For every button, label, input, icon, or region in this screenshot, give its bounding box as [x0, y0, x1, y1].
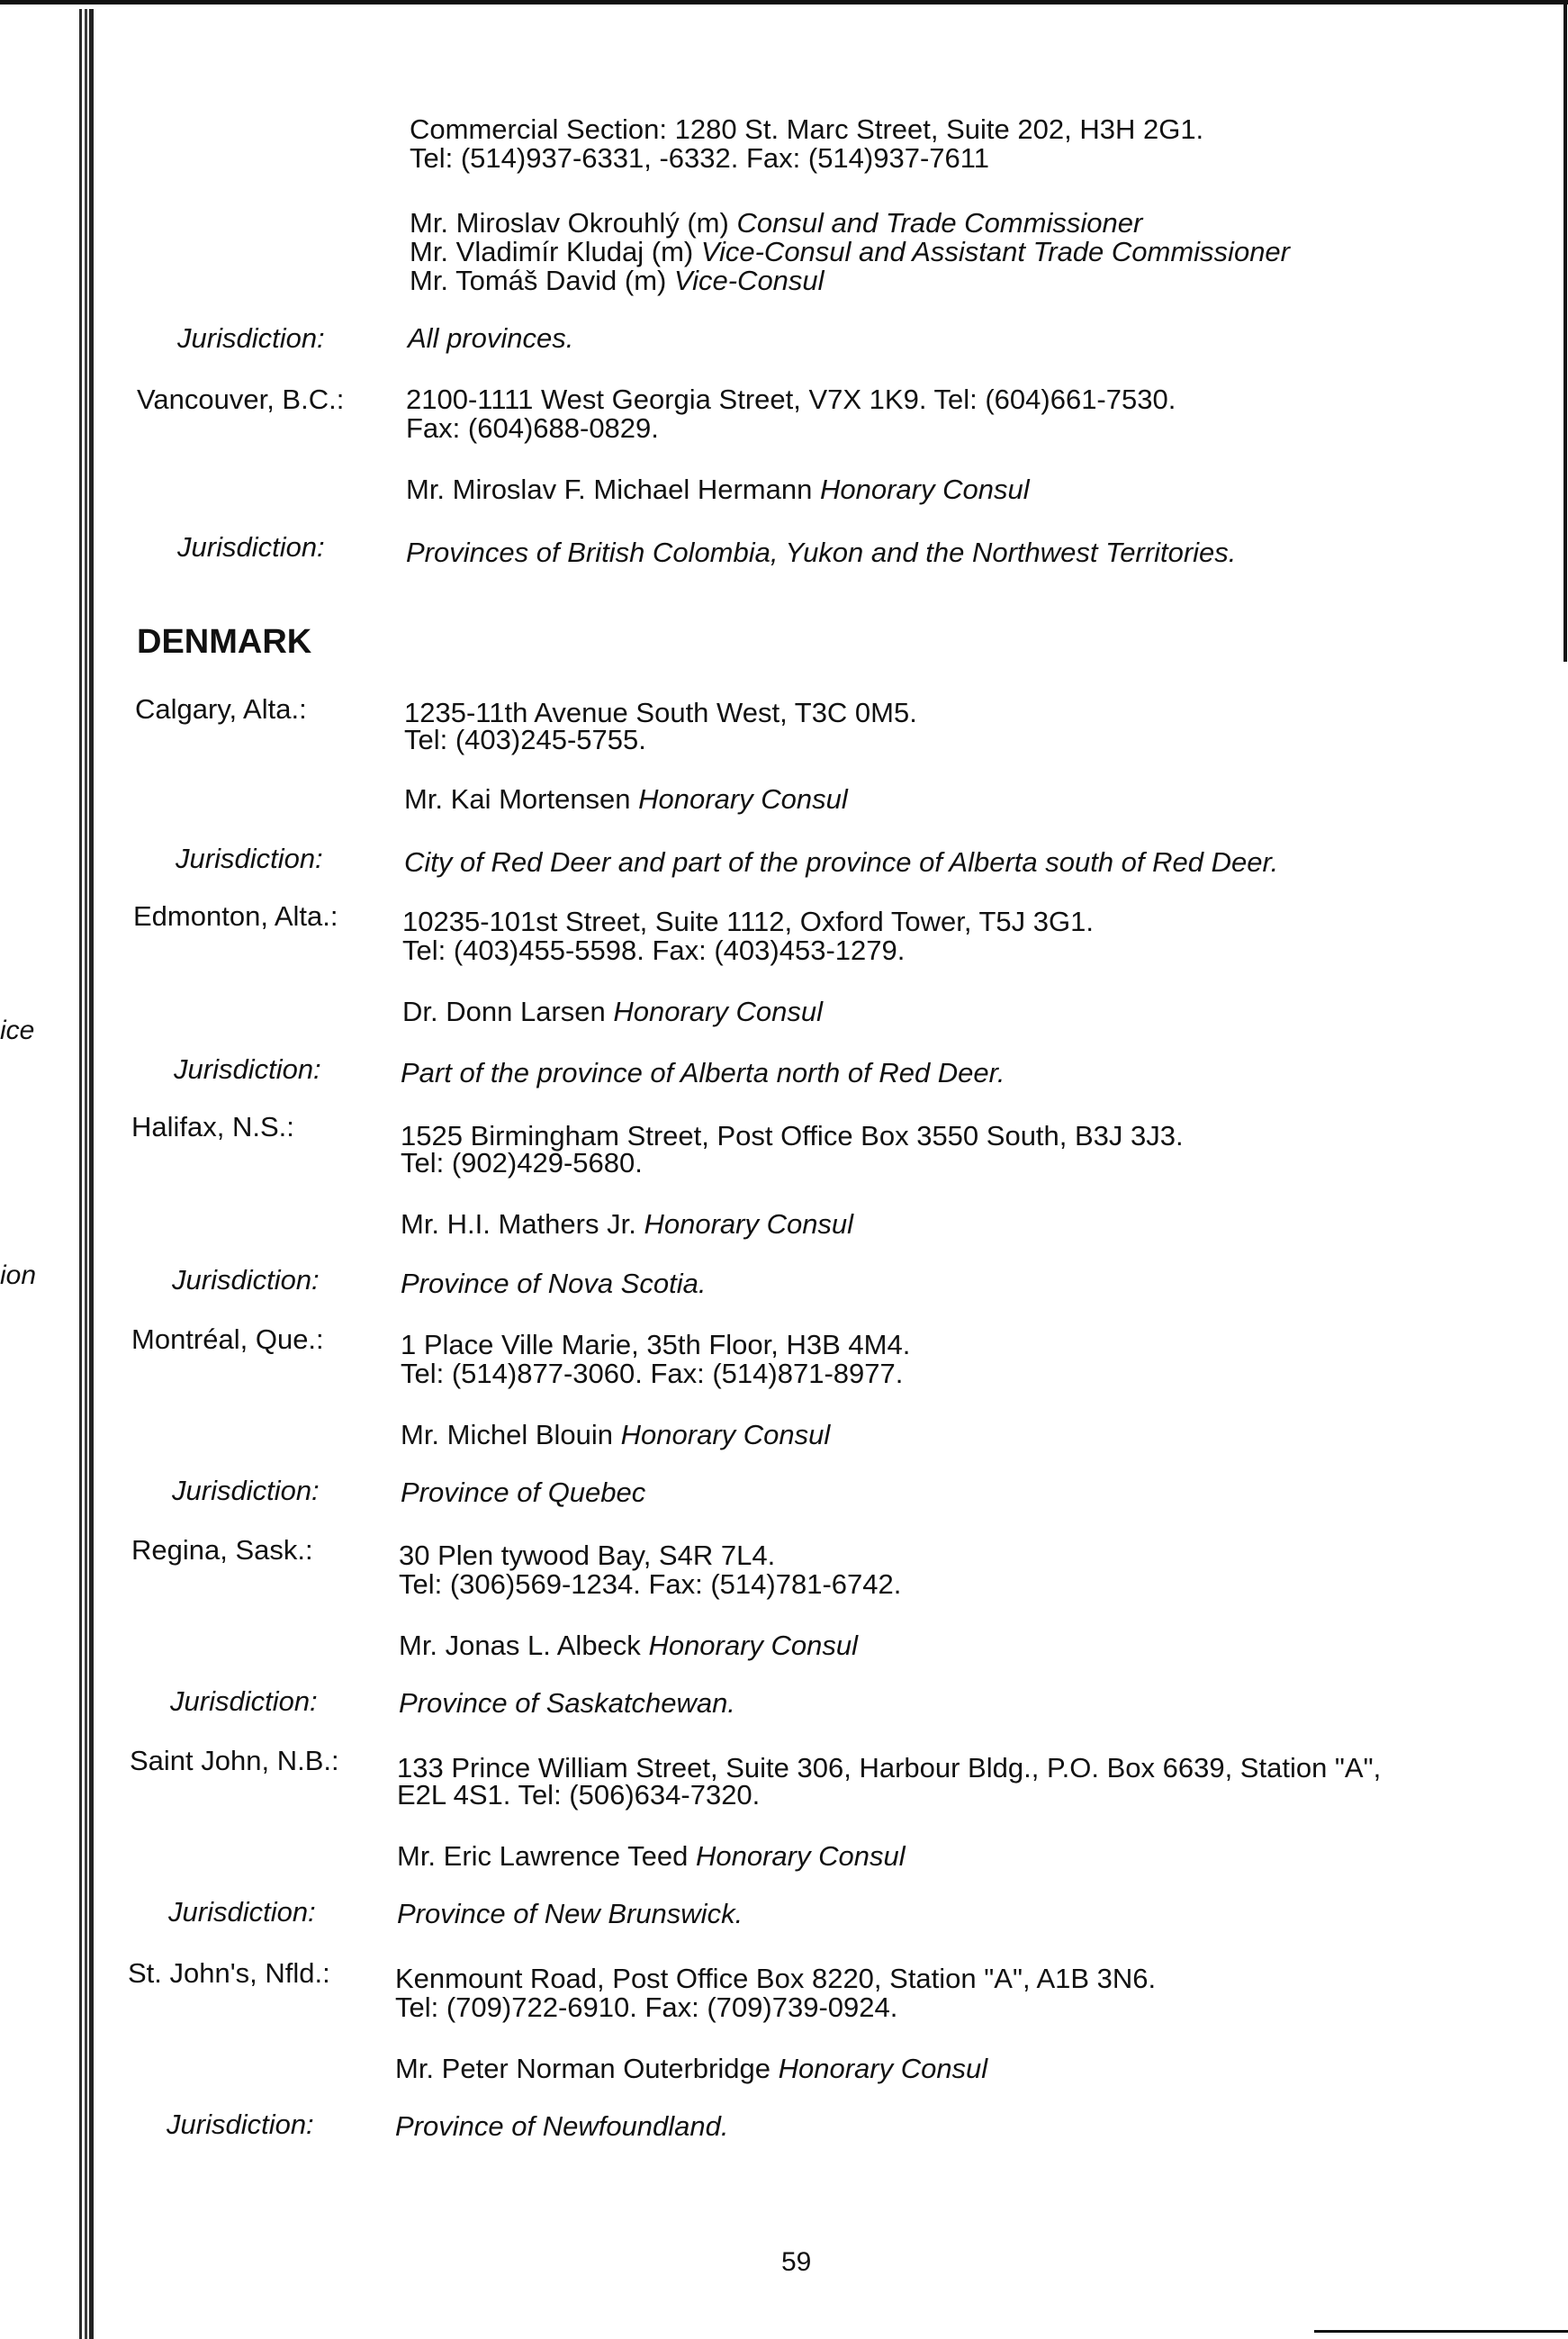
address-line: 133 Prince William Street, Suite 306, Harbour Bldg., P.O. Box 6639, Station "A", [397, 1752, 1382, 1784]
official-line [410, 266, 825, 295]
official-name: Mr. H.I. Mathers Jr. [401, 1208, 636, 1240]
official-title: Vice-Consul and Assistant Trade Commissioner [700, 236, 1290, 267]
official-name: Mr. Jonas L. Albeck [399, 1630, 641, 1661]
jurisdiction-text: Province of Saskatchewan. [399, 1687, 735, 1719]
official-line [410, 238, 1290, 266]
official-name: Mr. Eric Lawrence Teed [397, 1840, 689, 1872]
city-label: Calgary, Alta.: [135, 693, 307, 725]
jurisdiction-label: Jurisdiction: [176, 843, 323, 874]
official-title: Honorary Consul [695, 1840, 906, 1872]
page-number: 59 [781, 2247, 812, 2277]
top-border [0, 0, 1568, 5]
official-name: Mr. Miroslav F. Michael Hermann [406, 474, 813, 505]
address-line: 2100-1111 West Georgia Street, V7X 1K9. Tel: (604)661-7530. [406, 384, 1176, 415]
jurisdiction-label: Jurisdiction: [177, 322, 325, 354]
margin-fragment: ice [0, 1016, 35, 1045]
address-line: Tel: (514)877-3060. Fax: (514)871-8977. [401, 1358, 904, 1389]
address-line: Tel: (306)569-1234. Fax: (514)781-6742. [399, 1568, 902, 1600]
address-line: 1525 Birmingham Street, Post Office Box 3550 South, B3J 3J3. [401, 1120, 1184, 1151]
official-line [406, 475, 1030, 504]
section-heading: DENMARK [137, 623, 312, 661]
jurisdiction-label: Jurisdiction: [174, 1053, 321, 1085]
official-title: Honorary Consul [613, 996, 823, 1027]
official-name: Mr. Kai Mortensen [404, 783, 631, 815]
address-line: 30 Plen tywood Bay, S4R 7L4. [399, 1540, 776, 1571]
official-name: Mr. Tomáš David (m) [410, 265, 667, 296]
official-name: Dr. Donn Larsen [402, 996, 606, 1027]
official-line [397, 1842, 906, 1871]
jurisdiction-label: Jurisdiction: [168, 1896, 316, 1928]
binding-spine [79, 9, 94, 2339]
jurisdiction-text: Province of New Brunswick. [397, 1898, 743, 1929]
right-border [1563, 5, 1567, 662]
jurisdiction-label: Jurisdiction: [170, 1685, 318, 1717]
address-line: Tel: (902)429-5680. [401, 1147, 643, 1179]
city-label: Montréal, Que.: [131, 1323, 324, 1355]
jurisdiction-label: Jurisdiction: [177, 531, 325, 563]
address-line: E2L 4S1. Tel: (506)634-7320. [397, 1779, 761, 1811]
city-label: Halifax, N.S.: [131, 1111, 294, 1142]
official-title: Consul and Trade Commissioner [736, 207, 1143, 239]
address-line: 10235-101st Street, Suite 1112, Oxford Tower, T5J 3G1. [402, 906, 1094, 937]
jurisdiction-label: Jurisdiction: [172, 1475, 320, 1506]
jurisdiction-text: Provinces of British Colombia, Yukon and the Northwest Territories. [406, 537, 1237, 568]
official-line [401, 1210, 853, 1239]
address-line: Kenmount Road, Post Office Box 8220, Station "A", A1B 3N6. [395, 1963, 1157, 1994]
official-line [402, 998, 823, 1026]
city-label: Regina, Sask.: [131, 1534, 313, 1566]
address-line: Tel: (403)245-5755. [404, 724, 646, 755]
jurisdiction-text: Province of Nova Scotia. [401, 1268, 707, 1299]
official-name: Mr. Peter Norman Outerbridge [395, 2053, 770, 2084]
address-line: 1 Place Ville Marie, 35th Floor, H3B 4M4. [401, 1329, 911, 1360]
official-line [404, 785, 848, 814]
margin-fragment: ion [0, 1260, 37, 1290]
official-line [395, 2055, 987, 2083]
address-line: 1235-11th Avenue South West, T3C 0M5. [404, 697, 917, 728]
official-name: Mr. Michel Blouin [401, 1419, 614, 1450]
city-label: Edmonton, Alta.: [133, 900, 338, 932]
official-title: Vice-Consul [673, 265, 825, 296]
official-title: Honorary Consul [778, 2053, 988, 2084]
official-line [410, 209, 1142, 238]
jurisdiction-text: Part of the province of Alberta north of Red Deer. [401, 1057, 1005, 1088]
city-label: Vancouver, B.C.: [137, 384, 345, 415]
address-line: Tel: (709)722-6910. Fax: (709)739-0924. [395, 1991, 898, 2023]
official-name: Mr. Miroslav Okrouhlý (m) [410, 207, 729, 239]
jurisdiction-text: City of Red Deer and part of the province of Alberta south of Red Deer. [404, 846, 1279, 878]
city-label: St. John's, Nfld.: [128, 1957, 330, 1989]
bottom-border [1314, 2330, 1568, 2333]
address-line: Fax: (604)688-0829. [406, 412, 659, 444]
jurisdiction-label: Jurisdiction: [167, 2109, 314, 2140]
official-title: Honorary Consul [644, 1208, 854, 1240]
jurisdiction-text: All provinces. [408, 322, 574, 354]
official-title: Honorary Consul [620, 1419, 831, 1450]
official-title: Honorary Consul [638, 783, 848, 815]
jurisdiction-text: Province of Quebec [401, 1477, 646, 1508]
jurisdiction-text: Province of Newfoundland. [395, 2110, 729, 2142]
city-label: Saint John, N.B.: [130, 1745, 339, 1776]
commercial-phone-line: Tel: (514)937-6331, -6332. Fax: (514)937-7611 [410, 142, 989, 174]
official-line [401, 1421, 830, 1449]
official-line [399, 1631, 858, 1660]
official-name: Mr. Vladimír Kludaj (m) [410, 236, 694, 267]
jurisdiction-label: Jurisdiction: [172, 1264, 320, 1296]
commercial-address-line: Commercial Section: 1280 St. Marc Street, Suite 202, H3H 2G1. [410, 113, 1204, 145]
official-title: Honorary Consul [819, 474, 1030, 505]
address-line: Tel: (403)455-5598. Fax: (403)453-1279. [402, 935, 906, 966]
official-title: Honorary Consul [648, 1630, 859, 1661]
